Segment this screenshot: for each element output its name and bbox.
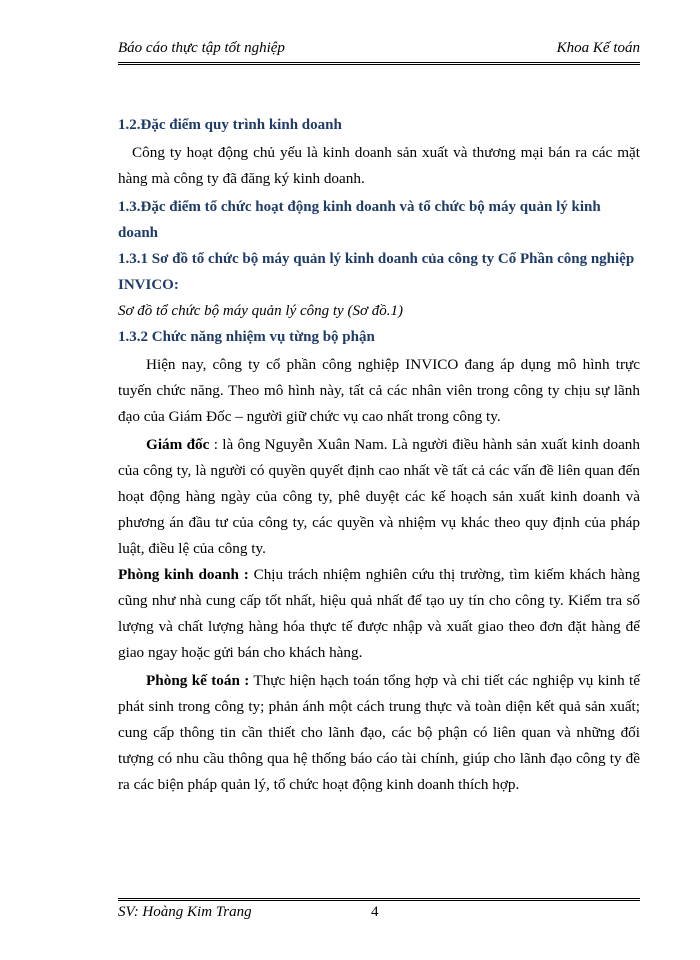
page-header [118,40,640,64]
page-number: 4 [371,904,379,920]
heading-1-2: 1.2.Đặc điểm quy trình kinh doanh [118,117,342,133]
diagram-caption: Sơ đồ tổ chức bộ máy quản lý công ty (Sơ đồ.1) [118,303,403,319]
director-text: : là ông Nguyễn Xuân Nam. Là người điều hành sản xuất kinh doanh của công ty, là người có quyền quyết định cao nhất về tất cả các vấn đề liên quan đến hoạt động hàng ngày của công ty, phê duyệt các kế hoạch sản xuất kinh doanh và phương án đầu tư của công ty, các quyền và nhiệm vụ khác theo quy định của pháp luật, điều lệ của công ty. [118,436,640,557]
heading-1-3-2: 1.3.2 Chức năng nhiệm vụ từng bộ phận [118,329,375,345]
header-divider [118,62,640,65]
heading-1-3-1: 1.3.1 Sơ đồ tổ chức bộ máy quản lý kinh doanh của công ty Cổ Phần công nghiệp INVICO: [118,251,635,293]
page-footer [118,904,640,926]
footer-student-name: SV: Hoàng Kim Trang [118,904,252,920]
heading-1-3: 1.3.Đặc điểm tổ chức hoạt động kinh doanh và tổ chức bộ máy quản lý kinh doanh [118,199,601,241]
paragraph-director [118,432,640,562]
director-label: Giám đốc [146,436,210,453]
paragraph-accounting-dept [118,668,640,798]
document-body [118,112,640,798]
footer-divider [118,898,640,901]
header-report-title: Báo cáo thực tập tốt nghiệp [118,40,285,56]
accounting-dept-label: Phòng kế toán : [146,672,250,689]
sales-dept-label: Phòng kinh doanh : [118,566,249,583]
sales-dept-text: Chịu trách nhiệm nghiên cứu thị trường, tìm kiếm khách hàng cũng như nhà cung cấp tốt nhất, hiệu quả nhất để tạo uy tín cho công ty. Kiểm tra số lượng và chất lượng hàng hóa thực tế được nhập và xuất giao theo đơn đặt hàng để giao ngay hoặc gửi bán cho khách hàng. [118,566,640,661]
header-department: Khoa Kế toán [556,40,640,56]
paragraph-intro: Hiện nay, công ty cổ phần công nghiệp INVICO đang áp dụng mô hình trực tuyến chức năng. Theo mô hình này, tất cả các nhân viên trong công ty chịu sự lãnh đạo của Giám Đốc – người giữ chức vụ cao nhất trong công ty. [118,356,640,425]
accounting-dept-text: Thực hiện hạch toán tổng hợp và chi tiết các nghiệp vụ kinh tế phát sinh trong công ty; phản ánh một cách trung thực và toàn diện kết quả sản xuất; cung cấp thông tin cần thiết cho lãnh đạo, các bộ phận có liên quan và những đối tượng có nhu cầu thông qua hệ thống báo cáo tài chính, giúp cho lãnh đạo công ty đề ra các biện pháp quản lý, tổ chức hoạt động kinh doanh thích hợp. [118,672,641,793]
paragraph-business-process: Công ty hoạt động chủ yếu là kinh doanh sản xuất và thương mại bán ra các mặt hàng mà công ty đã đăng ký kinh doanh. [118,144,640,187]
paragraph-sales-dept [118,562,640,666]
